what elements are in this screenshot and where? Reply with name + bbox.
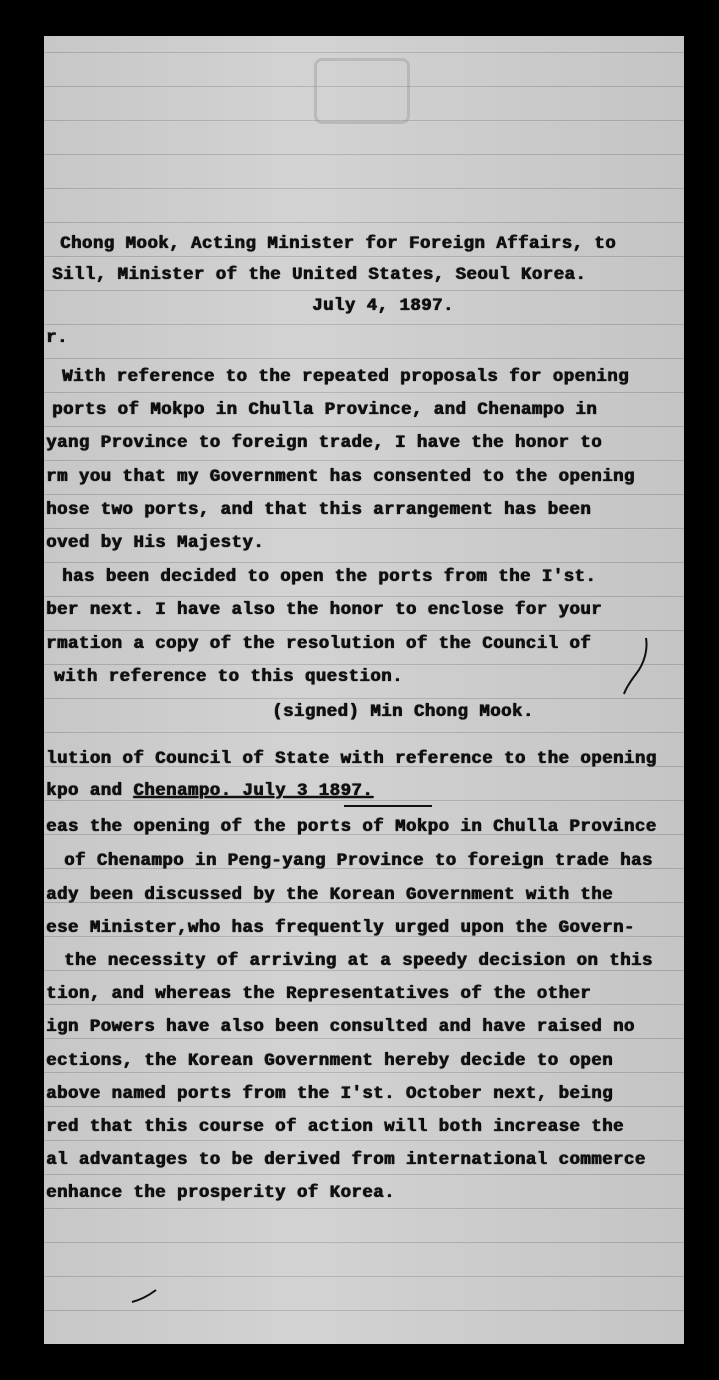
- letter-line-10: with reference to this question.: [54, 667, 403, 687]
- resolution-title-line-1: lution of Council of State with reference to the opening: [46, 749, 657, 769]
- resolution-title-lead: kpo and: [46, 781, 134, 801]
- resolution-line-4: ese Minister,who has frequently urged upon the Govern-: [46, 918, 635, 938]
- letter-line-5: hose two ports, and that this arrangement has been: [46, 500, 592, 520]
- signature: (signed) Min Chong Mook.: [272, 702, 534, 722]
- resolution-title-place: Chenampo: [133, 781, 221, 801]
- document-page: [44, 36, 684, 1344]
- resolution-line-5: the necessity of arriving at a speedy decision on this: [64, 951, 653, 971]
- resolution-title-date: . July 3 1897.: [220, 781, 374, 801]
- resolution-line-12: enhance the prosperity of Korea.: [46, 1183, 395, 1203]
- pen-stroke-mark: [622, 636, 652, 696]
- pen-stroke-mark-bottom: [130, 1286, 160, 1306]
- resolution-line-2: of Chenampo in Peng-yang Province to foreign trade has: [64, 851, 653, 871]
- letter-line-2: ports of Mokpo in Chulla Province, and Chenampo in: [52, 400, 598, 420]
- letter-line-9: rmation a copy of the resolution of the Council of: [46, 634, 592, 654]
- resolution-line-8: ections, the Korean Government hereby decide to open: [46, 1051, 613, 1071]
- resolution-line-1: eas the opening of the ports of Mokpo in Chulla Province: [46, 817, 657, 837]
- heading-from-line: Chong Mook, Acting Minister for Foreign Affairs, to: [60, 234, 616, 254]
- letter-line-7: has been decided to open the ports from the I'st.: [62, 567, 597, 587]
- letter-line-4: rm you that my Government has consented to the opening: [46, 467, 635, 487]
- title-underline-rule: [344, 805, 432, 807]
- letter-line-3: yang Province to foreign trade, I have the honor to: [46, 433, 602, 453]
- resolution-line-10: red that this course of action will both increase the: [46, 1117, 624, 1137]
- heading-to-line: Sill, Minister of the United States, Seoul Korea.: [52, 265, 587, 285]
- salutation: r.: [46, 328, 68, 348]
- resolution-line-3: ady been discussed by the Korean Government with the: [46, 885, 613, 905]
- letter-date: July 4, 1897.: [312, 296, 454, 316]
- letter-line-1: With reference to the repeated proposals for opening: [62, 367, 629, 387]
- resolution-line-7: ign Powers have also been consulted and have raised no: [46, 1017, 635, 1037]
- resolution-title-line-2: [46, 781, 373, 801]
- faint-stamp-mark: [314, 58, 410, 124]
- resolution-line-9: above named ports from the I'st. October next, being: [46, 1084, 613, 1104]
- letter-line-6: oved by His Majesty.: [46, 533, 265, 553]
- resolution-line-6: tion, and whereas the Representatives of the other: [46, 984, 592, 1004]
- resolution-line-11: al advantages to be derived from international commerce: [46, 1150, 646, 1170]
- letter-line-8: ber next. I have also the honor to enclose for your: [46, 600, 602, 620]
